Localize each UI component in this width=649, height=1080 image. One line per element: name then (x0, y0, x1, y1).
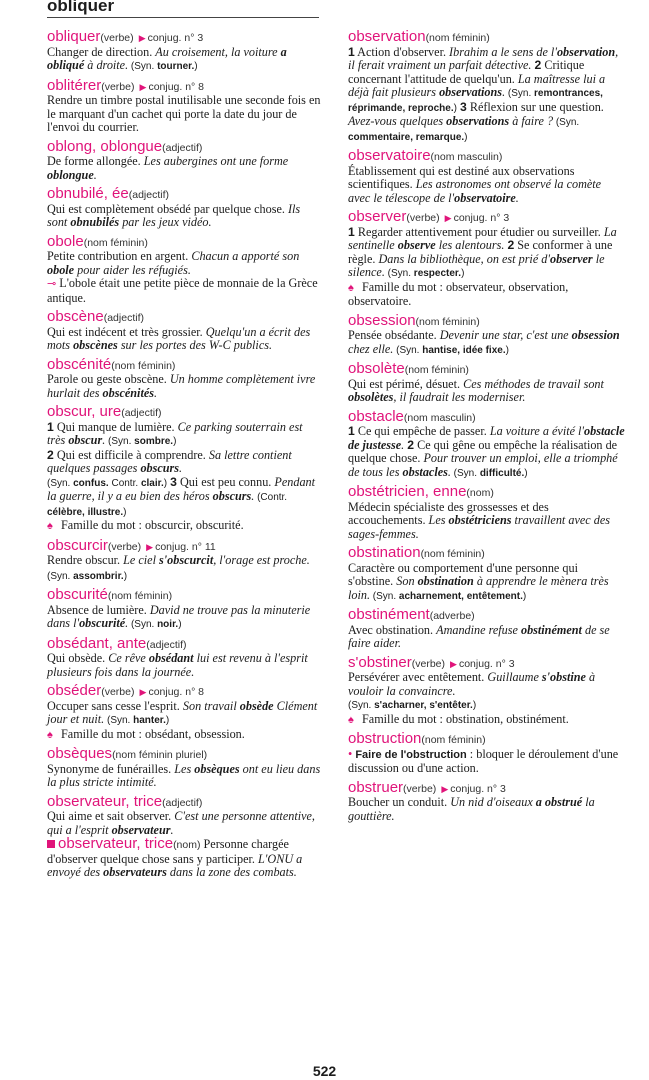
synonym: assombrir. (73, 570, 124, 582)
entry-obscur (47, 405, 323, 534)
example: travaillent avec des sages-femmes. (348, 513, 610, 541)
example-bold: oblongue (47, 167, 94, 182)
headword: obscur, ure (47, 403, 122, 420)
entry-obsession (348, 311, 626, 358)
example: de se faire aider. (348, 622, 610, 650)
entry-obstruer (348, 778, 626, 824)
example-bold: obscénités (102, 385, 154, 400)
definition: Qui est indécent et très grossier. (47, 324, 206, 339)
synonym-prefix: (Syn. (450, 467, 480, 479)
example: Ce rêve (108, 651, 149, 665)
synonym-suffix: ) (123, 506, 127, 518)
entry-obstetricien (348, 485, 626, 541)
grammar-label: (verbe) (406, 212, 440, 224)
entry-obscenite (47, 355, 323, 401)
grammar-label: (verbe) (100, 32, 134, 44)
example: sur les portes des W-C publics. (117, 338, 273, 352)
headword: obséder (47, 682, 102, 699)
example: Son travail (182, 698, 240, 713)
entry-observer (348, 210, 626, 309)
grammar-label: (nom féminin) (107, 590, 173, 602)
triangle-icon: ▶ (444, 213, 452, 223)
headword: obsolète (348, 360, 405, 377)
example-bold: s'obstine (541, 670, 586, 684)
example: pour aider les réfugiés. (74, 262, 191, 277)
example: Amandine refuse (436, 622, 521, 637)
synonym-suffix: ) (472, 700, 477, 711)
grammar-label: (adjectif) (162, 796, 203, 809)
example: par les jeux vidéo. (119, 215, 212, 229)
synonym-prefix: (Syn. (393, 344, 423, 356)
example-bold: obole (47, 262, 75, 277)
example: Chacun a apporté son (191, 249, 300, 263)
headword: oblong, oblongue (47, 137, 163, 155)
definition: Ce qui gêne ou empêche la réalisation de quelque chose. (348, 437, 618, 465)
grammar-label: (verbe) (107, 540, 142, 553)
definition: Petite contribution en argent. (47, 249, 192, 263)
example: Les astronomes ont observé la comète avec le télescope de l' (348, 177, 602, 205)
example: , il ferait vraiment un parfait détective. (348, 44, 619, 72)
synonym: confus. (73, 477, 109, 489)
conjugation-ref: conjug. n° 3 (458, 657, 515, 670)
sense-number: 1 (47, 419, 54, 434)
example: ont eu lieu dans la plus stricte intimité. (47, 761, 321, 789)
example: Quelqu'un a écrit des mots (47, 324, 311, 352)
family-icon: ♠ (348, 713, 354, 726)
example: Dans la bibliothèque, on est prié d' (378, 251, 550, 266)
headword: observateur, trice (47, 792, 163, 810)
example-bold: obsession (571, 328, 620, 342)
synonym: difficulté. (479, 467, 525, 479)
example: Un homme complètement ivre hurlait des (47, 372, 316, 400)
synonym-suffix: ) (123, 570, 128, 582)
example: David ne trouve pas la minuterie dans l' (47, 602, 311, 630)
example: les alentours. (435, 238, 505, 252)
entry-obscurcir (47, 536, 323, 584)
headword: obsession (348, 311, 416, 329)
synonym: respecter. (413, 268, 462, 279)
synonym-suffix: ) (505, 344, 509, 356)
headword: obscurcir (47, 536, 108, 554)
entry-obstacle (348, 407, 626, 481)
synonym: sombre. (134, 436, 174, 447)
example: , il faudrait les moderniser. (393, 390, 526, 404)
synonym: noir. (157, 619, 179, 630)
contrary: célèbre, illustre. (47, 506, 124, 518)
example: à droite. (84, 58, 129, 72)
sense-number: 2 (407, 437, 415, 452)
example: Sa lettre contient quelques passages (47, 447, 292, 475)
example: Au croisement, la voiture (155, 44, 281, 59)
example: à vouloir la convaincre. (348, 670, 596, 698)
contrary: clair. (140, 477, 164, 489)
entry-oblong (47, 137, 323, 183)
synonym-prefix: (Syn. (384, 268, 414, 279)
example: Ce parking souterrain est très (47, 419, 303, 447)
headword: s'obstiner (348, 653, 412, 671)
headword: obstétricien, enne (348, 483, 467, 500)
grammar-label: (nom féminin) (420, 548, 485, 560)
example: . (251, 489, 255, 503)
sense-number: 3 (170, 474, 177, 489)
example-bold: observation (556, 44, 616, 59)
definition: Pensée obsédante. (348, 328, 440, 342)
example-bold: obstination (417, 574, 474, 588)
headword: obnubilé, ée (47, 185, 129, 202)
grammar-label: (nom) (173, 839, 201, 851)
entry-obole (47, 232, 323, 306)
definition: Regarder attentivement pour étudier ou surveiller. (354, 224, 604, 239)
example-bold: observe (397, 238, 436, 252)
grammar-label: (verbe) (411, 657, 445, 670)
synonym-suffix: ) (163, 477, 168, 489)
example-bold: obsédant (148, 651, 194, 665)
grammar-label: (nom) (466, 487, 494, 499)
contrary-prefix: Contr. (108, 477, 141, 489)
example-bold: obsède (239, 698, 274, 713)
example: . (179, 461, 183, 475)
grammar-label: (adjectif) (146, 638, 187, 651)
synonym-prefix: (Syn. (128, 61, 158, 72)
grammar-label: (nom féminin pluriel) (112, 749, 208, 761)
headword: obsèques (47, 745, 113, 762)
example-bold: obscènes (73, 338, 118, 352)
triangle-icon: ▶ (139, 81, 147, 92)
entry-obsedant (47, 634, 323, 680)
definition: Médecin spécialiste des grossesses et des accouchements. (348, 499, 549, 527)
headword: observer (348, 208, 407, 225)
definition: Action d'observer. (354, 44, 450, 59)
definition: Qui est complètement obsédé par quelque chose. (47, 201, 288, 216)
sense-number: 1 (348, 224, 355, 239)
entry-observateur (47, 792, 323, 880)
example: à faire ? (509, 114, 554, 128)
headword: obstinément (348, 606, 430, 623)
definition: Changer de direction. (47, 44, 156, 59)
definition: Boucher un conduit. (348, 795, 451, 809)
headword: obstruer (348, 778, 404, 796)
entry-obliterer (47, 76, 323, 135)
conjugation-ref: conjug. n° 8 (148, 80, 205, 93)
grammar-label: (adverbe) (429, 610, 475, 622)
synonym: acharnement, entêtement. (398, 590, 523, 602)
example: . (447, 464, 451, 479)
entry-obscurite (47, 588, 323, 632)
example: Ibrahim a le sens de l' (449, 44, 557, 59)
definition: Rendre un timbre postal inutilisable une seconde fois en le marquant d'un cachet qui porte la date du jour de l'envoi du courrier. (47, 93, 321, 134)
headword: obscène (47, 308, 104, 325)
grammar-label: (adjectif) (121, 407, 162, 419)
example-bold: obsolètes (348, 390, 394, 404)
synonym-suffix: ) (464, 131, 468, 143)
example: , l'orage est proche. (213, 553, 310, 567)
word-family: Famille du mot : observateur, observation, observatoire. (348, 279, 569, 308)
example: Les (428, 513, 449, 527)
word-family: Famille du mot : obscurcir, obscurité. (61, 518, 244, 532)
example-bold: obstinément (520, 622, 582, 637)
definition: Ce qui empêche de passer. (354, 424, 490, 438)
synonym-prefix: (Syn. (370, 590, 399, 602)
family-icon: ♠ (47, 520, 53, 532)
example: . (401, 437, 405, 452)
headword: obstacle (348, 407, 404, 425)
example: . (502, 85, 506, 99)
example-bold: obscurs (212, 489, 252, 503)
synonym-suffix: ) (178, 619, 182, 630)
example-bold: obstacle de justesse (348, 424, 625, 452)
example: Ils sont (47, 201, 301, 229)
synonym-suffix: ) (165, 715, 170, 726)
synonym: hanter. (133, 715, 166, 726)
example: lui est revenu à l'esprit plusieurs fois dans la journée. (47, 651, 308, 679)
example: Devenir une star, c'est une (439, 328, 572, 342)
example: La sentinelle (348, 224, 617, 252)
synonym: tourner. (157, 61, 195, 72)
definition: De forme allongée. (47, 154, 144, 168)
key-icon: ⊸ (47, 278, 57, 290)
headword: obole (47, 232, 84, 250)
grammar-label: (nom féminin) (425, 32, 490, 44)
family-icon: ♠ (47, 728, 53, 741)
example-bold: obstacles (402, 464, 448, 479)
contrary-prefix: (Contr. (254, 492, 288, 503)
sense-number: 2 (47, 447, 54, 462)
example: le silence. (348, 251, 605, 279)
grammar-label: (nom féminin) (111, 359, 176, 372)
family-icon: ♠ (348, 281, 354, 294)
grammar-label: (adjectif) (103, 312, 144, 324)
synonym-prefix: (Syn. (105, 436, 135, 447)
definition: Rendre obscur. (47, 553, 124, 567)
triangle-icon: ▶ (138, 33, 146, 43)
left-column (47, 30, 323, 885)
grammar-label: (nom masculin) (403, 411, 476, 424)
entry-obstination (348, 546, 626, 603)
triangle-icon: ▶ (441, 783, 449, 794)
synonym: remontrances, réprimande, reproche. (348, 88, 603, 114)
example: L'ONU a envoyé des (47, 851, 303, 879)
conjugation-ref: conjug. n° 3 (450, 782, 506, 795)
sense-number: 2 (507, 238, 515, 252)
example: . (153, 385, 158, 400)
phrase: Faire de l'obstruction (355, 748, 467, 761)
triangle-icon: ▶ (450, 658, 457, 669)
conjugation-ref: conjug. n° 3 (453, 212, 510, 224)
synonym-suffix: ) (522, 590, 527, 602)
example-bold: observateur (111, 822, 171, 837)
definition: Avec obstination. (348, 622, 437, 637)
synonym-prefix: (Syn. (553, 117, 580, 128)
headword: obsédant, ante (47, 634, 147, 652)
conjugation-ref: conjug. n° 8 (148, 686, 205, 698)
example: Ces méthodes de travail sont (463, 376, 604, 391)
example: . (515, 190, 519, 205)
example-bold: a obstrué (535, 795, 583, 809)
example: chez elle. (348, 341, 394, 356)
sense-number: 2 (534, 58, 542, 72)
definition: Se conformer à une règle. (348, 238, 613, 266)
example: Le ciel (123, 553, 160, 567)
conjugation-ref: conjug. n° 11 (155, 540, 216, 553)
example: . (102, 433, 106, 447)
headword: oblitérer (47, 76, 102, 94)
sense-number: 1 (348, 424, 355, 438)
synonym-prefix: (Syn. (47, 570, 74, 582)
headword: observateur, trice (58, 835, 174, 852)
grammar-label: (verbe) (101, 80, 135, 93)
example-bold: observations (446, 114, 510, 128)
synonym-prefix: (Syn. (47, 477, 74, 489)
definition: Persévérer avec entêtement. (348, 670, 488, 684)
example-bold: a obliqué (47, 44, 287, 72)
example: La voiture a évité l' (489, 424, 585, 438)
synonym-suffix: ) (173, 436, 177, 447)
grammar-label: (adjectif) (162, 141, 203, 154)
sense-number: 3 (459, 99, 467, 114)
definition: Qui est périmé, désuet. (348, 376, 464, 391)
example: Les (174, 761, 195, 776)
word-family: Famille du mot : obsédant, obsession. (61, 726, 245, 741)
example-bold: obscur (68, 433, 103, 447)
definition: Caractère ou comportement d'une personne qui s'obstine. (348, 560, 578, 588)
example-bold: obscurité (79, 616, 126, 630)
definition: Parole ou geste obscène. (47, 372, 170, 386)
headword: obliquer (47, 28, 101, 45)
example-bold: observations (439, 85, 503, 99)
example: Avez-vous quelques (348, 114, 447, 128)
page-number: 522 (312, 1063, 337, 1079)
synonym-prefix: (Syn. (104, 715, 134, 726)
example: Clément jour et nuit. (47, 698, 318, 726)
conjugation-ref: conjug. n° 3 (147, 32, 204, 44)
definition: Établissement qui est destiné aux observations scientifiques. (348, 163, 575, 191)
entry-obstruction (348, 732, 626, 776)
example: Les aubergines ont une forme (143, 154, 289, 168)
example: La maîtresse lui a déjà fait plusieurs (348, 71, 606, 99)
headword: observation (348, 28, 426, 45)
synonym-suffix: ) (524, 467, 528, 479)
synonym-suffix: ) (194, 61, 198, 72)
synonym: hantise, idée fixe. (422, 344, 506, 356)
example-bold: obsèques (194, 761, 240, 776)
definition: Occuper sans cesse l'esprit. (47, 698, 183, 713)
example: . (125, 616, 129, 630)
note: L'obole était une petite pièce de monnaie de la Grèce antique. (47, 276, 318, 305)
example: . (93, 167, 97, 182)
example: Guillaume (487, 670, 542, 684)
example-bold: observatoire (454, 190, 516, 205)
grammar-label: (nom féminin) (421, 734, 486, 746)
definition: Absence de lumière. (47, 602, 150, 617)
example-bold: obscurs (140, 461, 180, 475)
grammar-label: (adjectif) (128, 189, 170, 201)
example: dans la zone des combats. (166, 865, 297, 879)
entry-observation (348, 30, 626, 144)
definition: Réflexion sur une question. (466, 99, 604, 114)
entry-obseder (47, 684, 323, 742)
entry-obstinement (348, 608, 626, 651)
example-bold: obnubilés (70, 215, 120, 229)
definition: Qui aime et sait observer. (47, 809, 175, 823)
headword: obstination (348, 544, 421, 561)
square-bullet-icon (47, 840, 55, 848)
example: Pendant la guerre, il y a eu bien des héros (47, 474, 316, 503)
entry-observatoire (348, 149, 626, 205)
grammar-label: (nom féminin) (415, 315, 480, 328)
grammar-label: (nom masculin) (430, 151, 503, 163)
example-bold: observateurs (103, 865, 167, 879)
synonym-prefix: (Syn. (505, 88, 535, 99)
synonym-prefix: (Syn. (348, 700, 375, 711)
entry-obseques (47, 747, 323, 790)
example: Un nid d'oiseaux (450, 795, 536, 809)
headword: obstruction (348, 730, 422, 747)
grammar-label: (verbe) (403, 782, 437, 795)
example: Pour trouver un emploi, elle a triomphé de tous les (348, 451, 618, 479)
synonym: commentaire, remarque. (348, 131, 465, 143)
synonym-suffix: ) (461, 268, 465, 279)
definition: Personne chargée d'observer quelque chose sans y participer. (47, 837, 289, 866)
example-bold: s'obscurcit (159, 553, 214, 567)
entry-obliquer (47, 30, 323, 74)
headword: observatoire (348, 147, 431, 164)
running-head: obliquer (47, 0, 319, 18)
grammar-label: (verbe) (101, 686, 135, 698)
entry-obnubile (47, 187, 323, 230)
word-family: Famille du mot : obstination, obstinément. (362, 711, 569, 726)
example: . (170, 822, 174, 837)
right-column (348, 30, 626, 828)
entry-obsolete (348, 362, 626, 405)
triangle-icon: ▶ (146, 541, 154, 552)
sense-number: 1 (348, 44, 355, 59)
triangle-icon: ▶ (139, 687, 147, 697)
definition: Synonyme de funérailles. (47, 761, 175, 776)
headword: obscénité (47, 355, 112, 373)
definition: Qui obsède. (47, 651, 109, 665)
example: C'est une personne attentive, qui a l'esprit (47, 809, 315, 837)
definition: Qui manque de lumière. (53, 419, 178, 434)
synonym-suffix: ) (453, 102, 457, 114)
entry-obscene (47, 310, 323, 353)
synonym-prefix: (Syn. (128, 619, 158, 630)
headword: obscurité (47, 586, 108, 603)
synonym: s'acharner, s'entêter. (374, 700, 473, 711)
example: la gouttière. (348, 795, 595, 823)
definition: Qui est difficile à comprendre. (53, 447, 209, 462)
example: Son (396, 574, 418, 588)
example: à apprendre le mènera très loin. (348, 574, 609, 602)
definition: Critique concernant l'attitude de quelqu'un. (348, 58, 585, 86)
grammar-label: (nom féminin) (404, 364, 469, 376)
entry-obstiner (348, 653, 626, 728)
definition: Qui est peu connu. (176, 474, 275, 489)
example-bold: obstétriciens (448, 513, 512, 527)
example-bold: observer (549, 251, 593, 266)
definition: : bloquer le déroulement d'une discussion ou d'une action. (348, 746, 619, 775)
grammar-label: (nom féminin) (83, 236, 148, 249)
bullet-icon: • (348, 746, 353, 761)
